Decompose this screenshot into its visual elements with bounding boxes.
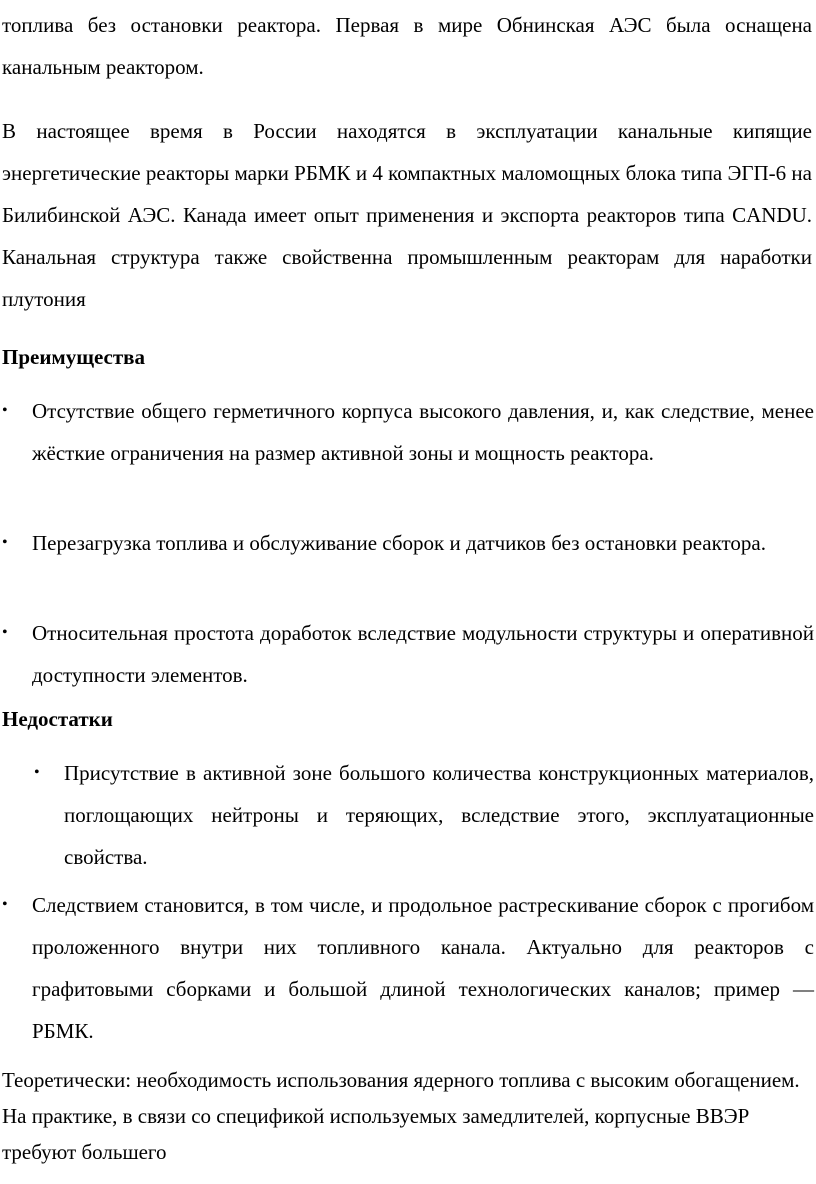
disadvantages-heading: Недостатки (2, 707, 113, 731)
advantage-item-1 (0, 390, 814, 474)
disadvantage-item-2 (0, 884, 814, 1052)
advantages-heading: Преимущества (2, 345, 146, 369)
theory-paragraph: Теоретически: необходимость использования ядерного топлива с высоким обогащением. На практике, в связи со спецификой используемых замедлителей, корпусные ВВЭР требуют большего (2, 1068, 800, 1164)
advantage-item-3 (0, 612, 814, 696)
advantage-item-text: Относительная простота доработок вследствие модульности структуры и оперативной доступности элементов. (32, 621, 814, 687)
bullet-icon: • (2, 896, 8, 913)
bullet-icon: • (2, 402, 8, 419)
bullet-icon: • (2, 534, 8, 551)
disadvantage-item-text: Следствием становится, в том числе, и продольное растрескивание сборок с прогибом проложенного внутри них топливного канала. Актуально для реакторов с графитовыми сборками и большой длиной технологических каналов; пример — РБМК. (32, 893, 814, 1043)
bullet-icon: • (34, 764, 40, 781)
advantage-item-text: Отсутствие общего герметичного корпуса высокого давления, и, как следствие, менее жёсткие ограничения на размер активной зоны и мощность реактора. (32, 399, 814, 465)
disadvantage-item-text: Присутствие в активной зоне большого количества конструкционных материалов, поглощающих нейтроны и теряющих, вследствие этого, эксплуатационные свойства. (64, 761, 814, 869)
intro-paragraph: топлива без остановки реактора. Первая в мире Обнинская АЭС была оснащена канальным реактором. (2, 13, 812, 79)
advantage-item-text: Перезагрузка топлива и обслуживание сборок и датчиков без остановки реактора. (32, 531, 766, 555)
bullet-icon: • (2, 624, 8, 641)
russia-paragraph: В настоящее время в России находятся в эксплуатации канальные кипящие энергетические реакторы марки РБМК и 4 компактных маломощных блока типа ЭГП-6 на Билибинской АЭС. Канада имеет опыт применения и экспорта реакторов типа CANDU. Канальная структура также свойственна промышленным реакторам для наработки плутония (2, 119, 812, 311)
advantage-item-2 (0, 522, 814, 564)
disadvantage-item-1 (0, 752, 814, 878)
